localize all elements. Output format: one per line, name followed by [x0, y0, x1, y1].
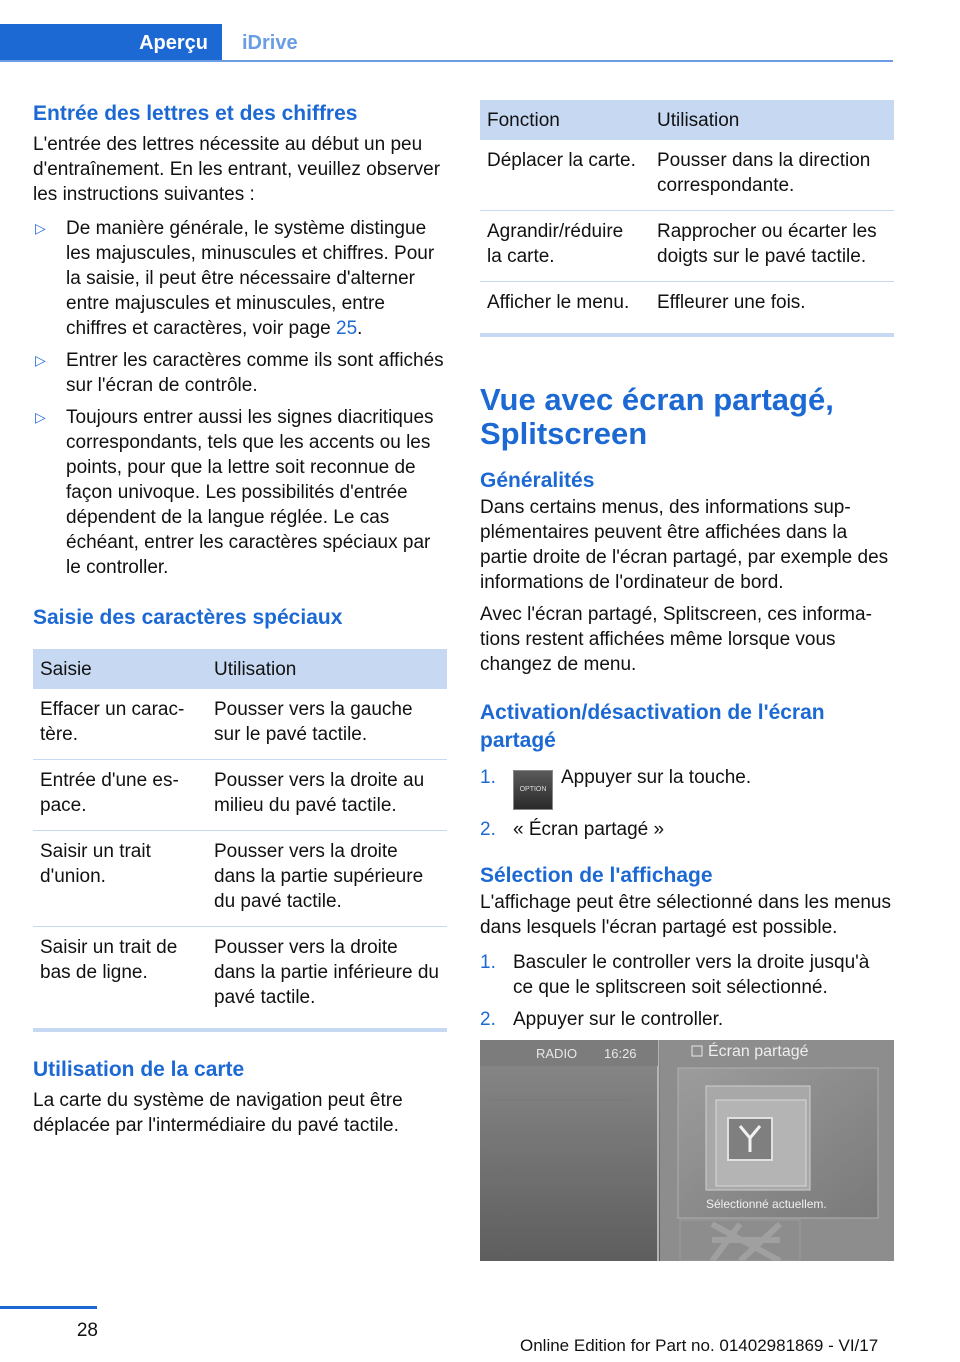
special-chars-table [33, 649, 447, 1022]
section-title-general: Généralités [480, 469, 595, 492]
edition-note: Online Edition for Part no. 01402981869 - VI/17 [520, 1336, 879, 1355]
page-number: 28 [76, 1320, 98, 1341]
general-paragraph-2: Avec l'écran partagé, Splitscreen, ces informations restent affichées même lorsque vous changez de menu. [480, 604, 872, 675]
header-tabs [0, 0, 960, 62]
table-row: Déplacer la carte. Pousser dans la direction correspondante. [480, 140, 894, 211]
activation-steps [480, 765, 894, 842]
section-text-map: La carte du système de navigation peut être déplacée par l'intermédiaire du pavé tactile. [33, 1090, 403, 1136]
entry-bullet-list [33, 216, 447, 580]
section-title-display-selection: Sélection de l'affichage [480, 864, 713, 887]
chapter-title-splitscreen: Vue avec écran partagé, Splitscreen [480, 382, 834, 451]
table-row: Entrée d'une espace. Pousser vers la droite au milieu du pavé tactile. [33, 760, 447, 831]
section-title-special-chars: Saisie des caractères spéciaux [33, 606, 343, 629]
table-row: Agrandir/réduire la carte. Rapprocher ou écarter les doigts sur le pavé tactile. [480, 211, 894, 282]
general-paragraph-1: Dans certains menus, des informations supplémentaires peuvent être affichées dans la partie droite de l'écran partagé, par exemple des informations de l'ordinateur de bord. [480, 497, 889, 593]
table-header: Fonction [480, 100, 650, 140]
triangle-bullet-icon: ▷ [35, 409, 46, 425]
bullet-item: ▷ Toujours entrer aussi les signes diacritiques correspondants, tels que les accents ou les points, pour que la lettre soit reconnue de façon univoque. Les possibilités d'entrée dépendent de la langue réglée. Le cas échéant, entrer les caractères spéciaux par le controller. [35, 407, 434, 578]
tab-idrive[interactable]: iDrive [242, 31, 298, 54]
table-row: Afficher le menu. Effleurer une fois. [487, 292, 806, 313]
selected-label: Sélectionné actuellem. [706, 1197, 827, 1211]
table-header: Utilisation [650, 100, 894, 140]
table-end-rule [480, 333, 894, 337]
split-title-label: Écran partagé [708, 1043, 809, 1060]
bullet-item: ▷ De manière générale, le système distingue les majuscules, minuscules et chiffres. Pour la saisie, il peut être nécessaire d'alterner entre majuscules et minuscules, entre chiffres et caractères, voir page 25. [35, 218, 435, 339]
option-key-icon: OPTION [513, 770, 553, 810]
right-column [480, 100, 894, 1261]
selection-paragraph: L'affichage peut être sélectionné dans les menus dans lesquels l'écran partagé est possible. [480, 892, 891, 938]
section-title-entry: Entrée des lettres et des chiffres [33, 102, 358, 125]
clock-label: 16:26 [604, 1046, 637, 1061]
header-rule [0, 60, 893, 62]
table-header: Utilisation [207, 649, 447, 689]
section-title-map: Utilisation de la carte [33, 1058, 245, 1081]
page-link[interactable]: 25 [336, 318, 358, 339]
table-row: Saisir un trait de bas de ligne. Pousser vers la droite dans la partie inférieure du pavé tactile. [40, 937, 439, 1008]
section-intro-entry: L'entrée des lettres nécessite au début un peu d'entraînement. En les entrant, veuillez observer les instructions suivantes : [33, 134, 441, 205]
bullet-item: ▷ Entrer les caractères comme ils sont affichés sur l'écran de contrôle. [35, 350, 444, 396]
map-function-table [480, 100, 894, 327]
list-item: 1. OPTIONAppuyer sur la touche. [480, 765, 894, 810]
table-row: Effacer un caractère. Pousser vers la gauche sur le pavé tactile. [33, 689, 447, 760]
table-header: Saisie [33, 649, 207, 689]
footer-rule [0, 1306, 97, 1309]
list-item: 2. « Écran partagé » [480, 819, 665, 840]
table-row: Saisir un trait d'union. Pousser vers la droite dans la partie supérieure du pavé tactile. [33, 831, 447, 927]
list-item: 1. Basculer le controller vers la droite jusqu'à ce que le splitscreen soit sélectionné. [480, 952, 870, 998]
splitscreen-display [480, 1040, 894, 1261]
left-column [33, 100, 447, 1138]
list-item: 2. Appuyer sur le controller. [480, 1009, 724, 1030]
tab-apercu[interactable]: Aperçu [0, 24, 222, 62]
table-end-rule [33, 1028, 447, 1032]
selection-steps [480, 950, 894, 1032]
section-title-activation: Activation/désactivation de l'écran partagé [480, 701, 825, 752]
triangle-bullet-icon: ▷ [35, 352, 46, 368]
radio-label: RADIO [536, 1046, 578, 1061]
triangle-bullet-icon: ▷ [35, 220, 46, 236]
splitscreen-screenshot [480, 1040, 894, 1261]
